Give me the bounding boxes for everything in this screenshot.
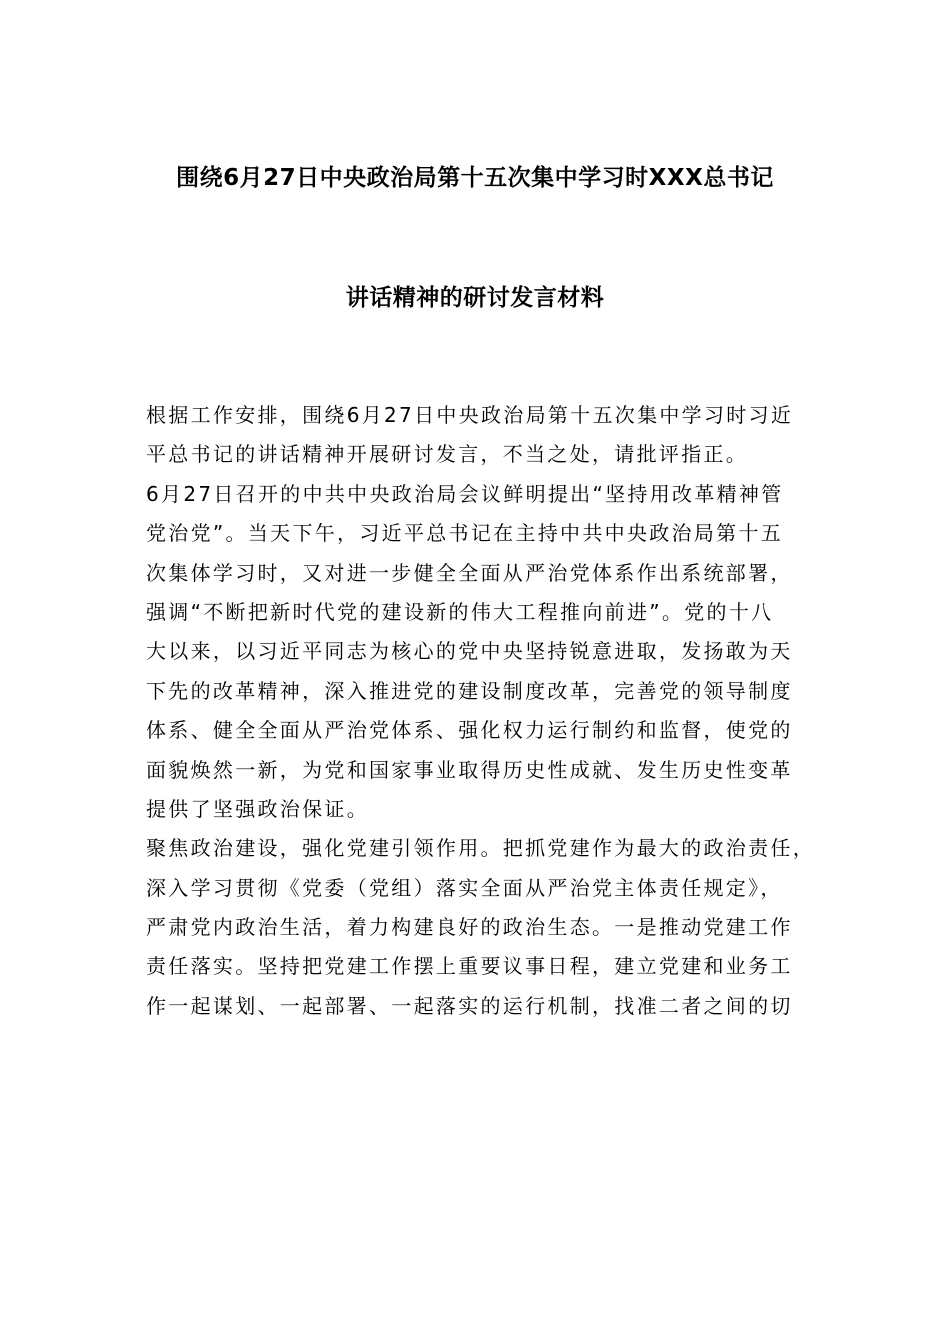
body-line-7: 大以来，以习近平同志为核心的党中央坚持锐意进取，发扬敢为天 <box>146 639 793 664</box>
document-title-line-2: 讲话精神的研讨发言材料 <box>345 285 605 311</box>
body-line-2: 平总书记的讲话精神开展研讨发言，不当之处，请批评指正。 <box>146 442 749 467</box>
body-line-16: 作一起谋划、一起部署、一起落实的运行机制，找准二者之间的切 <box>146 993 793 1018</box>
body-line-1: 根据工作安排，围绕6月27日中央政治局第十五次集中学习时习近 <box>146 403 794 427</box>
document-body <box>146 396 836 1026</box>
body-line-13: 深入学习贯彻《党委（党组）落实全面从严治党主体责任规定》， <box>146 875 783 900</box>
body-line-9: 体系、健全全面从严治党体系、强化权力运行制约和监督，使党的 <box>146 718 793 743</box>
body-line-10: 面貌焕然一新，为党和国家事业取得历史性成就、发生历史性变革 <box>146 757 793 782</box>
body-line-14: 严肃党内政治生活，着力构建良好的政治生态。一是推动党建工作 <box>146 915 793 940</box>
body-line-12: 聚焦政治建设，强化党建引领作用。把抓党建作为最大的政治责任， <box>146 836 815 861</box>
body-line-3: 6月27日召开的中共中央政治局会议鲜明提出“坚持用改革精神管 <box>146 481 784 506</box>
body-line-5: 次集体学习时，又对进一步健全全面从严治党体系作出系统部署， <box>146 560 793 585</box>
body-line-6: 强调“不断把新时代党的建设新的伟大工程推向前进”。党的十八 <box>146 599 774 624</box>
body-line-4: 党治党”。当天下午，习近平总书记在主持中共中央政治局第十五 <box>146 521 784 546</box>
document-title-line-1: 围绕6月27日中央政治局第十五次集中学习时XXX总书记 <box>176 165 774 191</box>
body-line-11: 提供了坚强政治保证。 <box>146 796 369 821</box>
body-line-8: 下先的改革精神，深入推进党的建设制度改革，完善党的领导制度 <box>146 678 793 703</box>
body-line-15: 责任落实。坚持把党建工作摆上重要议事日程，建立党建和业务工 <box>146 954 793 979</box>
